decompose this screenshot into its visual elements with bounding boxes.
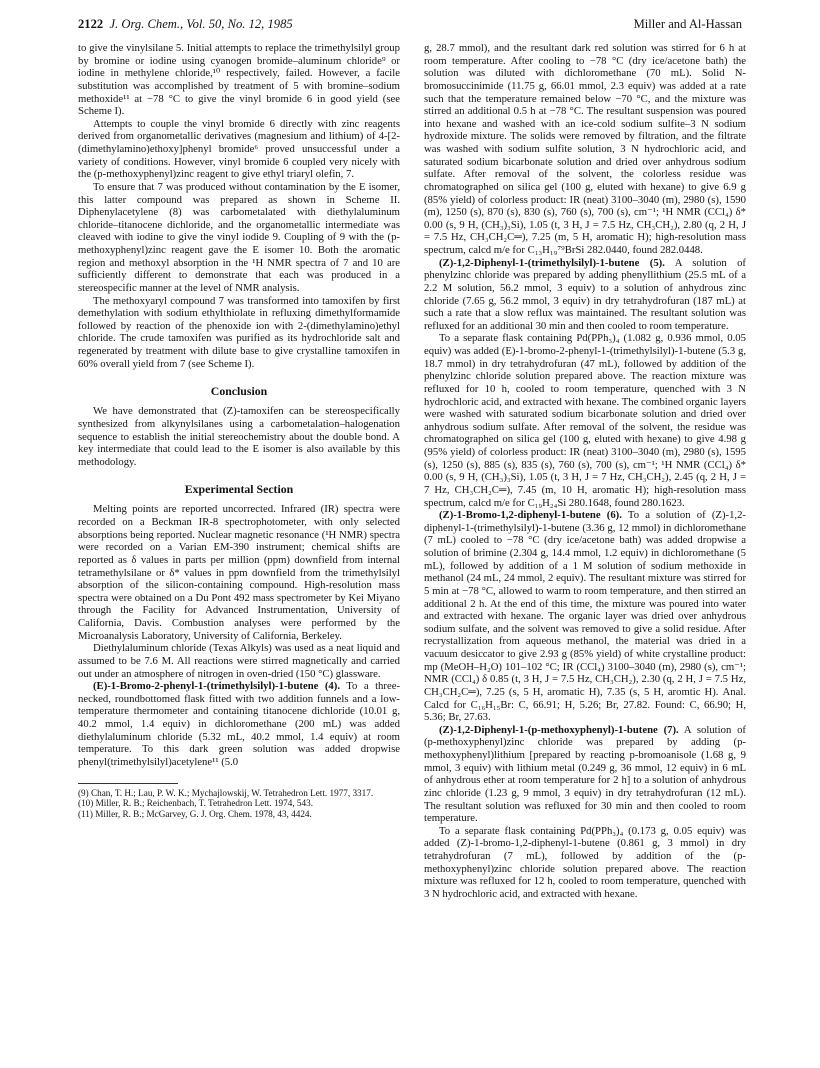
procedure-body: To a three-necked, roundbottomed flask fitted with two addition funnels and a low-temperature thermometer and containing titanocene dichloride (10.01 g, 40.2 mmol, 1.4 equiv) in dichloromethane (200 mL) was added diethylaluminum chloride (5.32 mL, 40.2 mmol, 1.4 equiv) at room temperature. To this dark green solution was added dropwise phenyl(trimethylsilyl)acetylene¹¹ (5.0 xyxy=(78,680,400,768)
header-left xyxy=(78,14,293,34)
procedure-body: A solution of phenylzinc chloride was prepared by adding phenyllithium (25.5 mL of a 2.2 M solution, 56.2 mmol, 3 equiv) to a solution of anhydrous zinc chloride (7.65 g, 56.2 mmol, 3 equiv) in dry tetrahydrofuran (187 mL) at such a rate that a slow reflux was maintained. The resultant solution was refluxed for an additional 30 min and then cooled to room temperature. xyxy=(424,256,746,332)
procedure-paragraph xyxy=(424,724,746,825)
header-authors: Miller and Al-Hassan xyxy=(633,17,742,31)
footnotes xyxy=(78,788,400,820)
procedure-heading: (Z)-1-Bromo-1,2-diphenyl-1-butene (6). xyxy=(439,509,622,522)
experimental-heading: Experimental Section xyxy=(184,482,294,497)
procedure-heading: (Z)-1,2-Diphenyl-1-(p-methoxyphenyl)-1-butene (7). xyxy=(439,723,679,736)
procedure-body: A solution of (p-methoxyphenyl)zinc chloride was prepared by adding (p-methoxyphenyl)lithium [prepared by reacting p-bromoanisole (1.68 g, 9 mmol, 3 equiv) with lithium metal (0.249 g, 36 mmol, 12 equiv) in 6 mL of anhydrous ether at room temperature for 2 h] to a solution of anhydrous zinc chloride (1.23 g, 9 mmol, 3 equiv) in dry tetrahydrofuran (12 mL). The resultant solution was refluxed for 30 min and then cooled to room temperature. xyxy=(424,723,746,825)
procedure-paragraph xyxy=(424,509,746,724)
footnote-rule xyxy=(78,783,178,784)
paragraph: Diethylaluminum chloride (Texas Alkyls) was used as a neat liquid and assumed to be 7.6 M. All reactions were stirred magnetically and carried out under an atmosphere of nitrogen in oven-dried (150 °C) glassware. xyxy=(78,642,400,680)
paragraph: To ensure that 7 was produced without contamination by the E isomer, this latter compound was prepared as shown in Scheme II. Diphenylacetylene (8) was carbometalated with diethylaluminum chloride–titanocene dichloride, and the organometallic intermediate was cleaved with iodine to give the vinyl iodide 9. Coupling of 9 with the (p-methoxyphenyl)zinc reagent gave the E isomer 10. Both the aromatic region and methoxyl absorption in the ¹H NMR spectra of 7 and 10 are sufficiently different to demonstrate that each was produced in a stereospecific manner at the level of NMR analysis. xyxy=(78,180,400,294)
paragraph: Attempts to couple the vinyl bromide 6 directly with zinc reagents derived from organometallic derivatives (magnesium and lithium) of 4-[2-(dimethylamino)ethoxy]phenyl bromide⁶ proved unsuccessful under a variety of conditions. However, vinyl bromide 6 coupled very nicely with the (p-methoxyphenyl)zinc reagent to give ethyl triaryl olefin, 7. xyxy=(78,117,400,181)
paragraph: g, 28.7 mmol), and the resultant dark red solution was stirred for 6 h at room temperature. After cooling to −78 °C (dry ice/acetone bath) the solution was diluted with dichloromethane (70 mL). Solid N-bromosuccinimide (11.75 g, 66.01 mmol, 2.3 equiv) was added at a rate such that the temperature remained below −70 °C, and the mixture was stirred an additional 0.5 h at −78 °C. The resultant suspension was poured into hexane and washed with an ice-cold sodium sulfite–3 N sodium hydroxide mixture. The solids were removed by filtration, and the filtrate was washed with sodium sulfite solution, 3 N hydrochloric acid, and saturated sodium bicarbonate solution and dried over anhydrous sodium sulfate. After removal of the solvent, the colorless residue was chromatographed on silica gel (100 g, eluted with hexane) to give 6.9 g (85% yield) of colorless product: IR (neat) 3100–3040 (m), 2980 (s), 1590 (m), 1250 (s), 870 (s), 830 (s), 760 (s), 700 (s), cm⁻¹; ¹H NMR (CCl₄) δ* 0.00 (s, 9 H, (CH₃)₃Si), 1.05 (t, 3 H, J = 7.5 Hz, CH₃CH₂), 2.80 (q, 2 H, J = 7.5 Hz, CH₃CH₂C═), 7.25 (m, 5 H, aromatic H); high-resolution mass spectrum, calcd m/e for C₁₃H₁₉⁷⁹BrSi 282.0440, found 282.0448. xyxy=(424,42,746,256)
footnote: (11) Miller, R. B.; McGarvey, G. J. Org. Chem. 1978, 43, 4424. xyxy=(78,809,312,820)
procedure-paragraph xyxy=(78,680,400,768)
left-column xyxy=(78,42,400,820)
procedure-heading: (E)-1-Bromo-2-phenyl-1-(trimethylsilyl)-1-butene (4). xyxy=(93,680,340,693)
conclusion-heading: Conclusion xyxy=(210,384,268,399)
footnote: (10) Miller, R. B.; Reichenbach, T. Tetrahedron Lett. 1974, 543. xyxy=(78,798,314,809)
paragraph: to give the vinylsilane 5. Initial attempts to replace the trimethylsilyl group by bromine or iodine using cyanogen bromide–aluminum chloride⁹ or iodine in methylene chloride,¹⁰ respectively, failed. However, a facile substitution was accomplished by treatment of 5 with bromine–sodium methoxide¹¹ at −78 °C to give the vinyl bromide 6 in good yield (see Scheme I). xyxy=(78,42,400,118)
page-number: 2122 xyxy=(78,17,104,31)
procedure-heading: (Z)-1,2-Diphenyl-1-(trimethylsilyl)-1-butene (5). xyxy=(439,256,665,269)
right-column xyxy=(424,42,746,901)
footnote: (9) Chan, T. H.; Lau, P. W. K.; Mychajlowskij, W. Tetrahedron Lett. 1977, 3317. xyxy=(78,787,374,798)
paragraph: To a separate flask containing Pd(PPh₃)₄ (0.173 g, 0.05 equiv) was added (Z)-1-bromo-1,2-diphenyl-1-butene (0.861 g, 3 mmol) in dry tetrahydrofuran (7 mL), followed by addition of the (p-methoxyphenyl)zinc chloride solution prepared above. The reaction mixture was refluxed for 12 h, cooled to room temperature, quenched with 3 N hydrochloric acid, and extracted with hexane. xyxy=(424,824,746,900)
paragraph: Melting points are reported uncorrected. Infrared (IR) spectra were recorded on a Beckman IR-8 spectrophotometer, with only selected absorptions being reported. Nuclear magnetic resonance (¹H NMR) spectra were recorded on a Varian EM-390 instrument; chemical shifts are reported as δ values in parts per million (ppm) downfield from internal tetramethylsilane or δ* values in ppm downfield from the trimethylsilyl absorption of the silicon-containing compound. High-resolution mass spectra were obtained on a Du Pont 492 mass spectrometer by Kei Miyano through the Facility for Advanced Instrumentation, University of California, Davis. Combustion analyses were performed by the Microanalysis Laboratory, University of California, Berkeley. xyxy=(78,503,400,642)
paragraph: We have demonstrated that (Z)-tamoxifen can be stereospecifically synthesized from alkynylsilanes using a carbometalation–halogenation sequence to establish the initial stereochemistry about the double bond. A key intermediate that could lead to the E isomer is also available by this methodology. xyxy=(78,405,400,468)
journal-citation: J. Org. Chem., Vol. 50, No. 12, 1985 xyxy=(109,17,293,31)
running-header xyxy=(78,14,742,34)
procedure-body: To a solution of (Z)-1,2-diphenyl-1-(trimethylsilyl)-1-butene (3.36 g, 12 mmol) in dichloromethane (7 mL) cooled to −78 °C (dry ice/acetone bath) was added dropwise a solution of brimine (2.304 g, 14.4 mmol, 1.2 equiv) in dichloromethane (5 mL), followed by addition of a 1 M solution of sodium methoxide in methanol (24 mL, 24 mmol, 2 equiv). The resultant mixture was stirred for 5 min at −78 °C, allowed to warm to room temperature, and then stirred an additional 2 h. At the end of this time, the mixture was poured into water and extracted with hexane. The organic layer was dried over anhydrous sodium sulfate, and the solvent was removed to give a solid residue. After recrystallization from aqueous methanol, the material was dried in a vacuum desiccator to give 2.93 g (85% yield) of white crystalline product: mp (MeOH–H₂O) 101–102 °C; IR (CCl₄) 3100–3040 (m), 2980 (s), cm⁻¹; NMR (CCl₄) δ 0.85 (t, 3 H, J = 7.5 Hz, CH₃CH₂), 2.30 (q, 2 H, J = 7.5 Hz, CH₃CH₂C═), 7.25 (s, 5 H, aromatic H), 7.35 (s, 5 H, aromtic H). Anal. Calcd for C₁₆H₁₅Br: C, 66.91; H, 5.26; Br, 27.82. Found: C, 66.90; H, 5.36; Br, 27.63. xyxy=(424,509,746,724)
paragraph: The methoxyaryl compound 7 was transformed into tamoxifen by first demethylation with sodium ethylthiolate in refluxing dimethylformamide followed by reaction of the phenoxide ion with 2-(dimethylamino)ethyl chloride. The crude tamoxifen was purified as its hydrochloride salt and regenerated by treatment with dilute base to give crystalline tamoxifen in 60% overall yield from 7 (see Scheme I). xyxy=(78,294,400,370)
paragraph: To a separate flask containing Pd(PPh₃)₄ (1.082 g, 0.936 mmol, 0.05 equiv) was added (E)-1-bromo-2-phenyl-1-(trimethylsilyl)-1-butene (5.3 g, 18.7 mmol) in dry tetrahydrofuran (47 mL), followed by addition of the phenylzinc chloride solution prepared above. The reaction mixture was refluxed for 10 h, cooled to room temperature, quenched with 3 N hydrochloric acid, and extracted with hexane. The combined organic layers were washed with saturated sodium bicarbonate solution and dried over anhydrous sodium sulfate. After removal of the solvent, the residue was chromatographed on silica gel (100 g, eluted with hexane) to give 4.98 g (95% yield) of colorless product: IR (neat) 3100–3040 (m), 2980 (s), 1595 (s), 1250 (s), 885 (s), 835 (s), 760 (s), 700 (s), cm⁻¹; ¹H NMR (CCl₄) δ* 0.00 (s, 9 H, (CH₃)₃Si), 1.05 (t, 3 H, J = 7 Hz, CH₃CH₂), 2.45 (q, 2 H, J = 7 Hz, CH₃CH₂C═), 7.45 (m, 10 H, aromatic H); high-resolution mass spectrum, calcd m/e for C₁₉H₂₄Si 280.1648, found 280.1623. xyxy=(424,332,746,509)
procedure-paragraph xyxy=(424,257,746,333)
